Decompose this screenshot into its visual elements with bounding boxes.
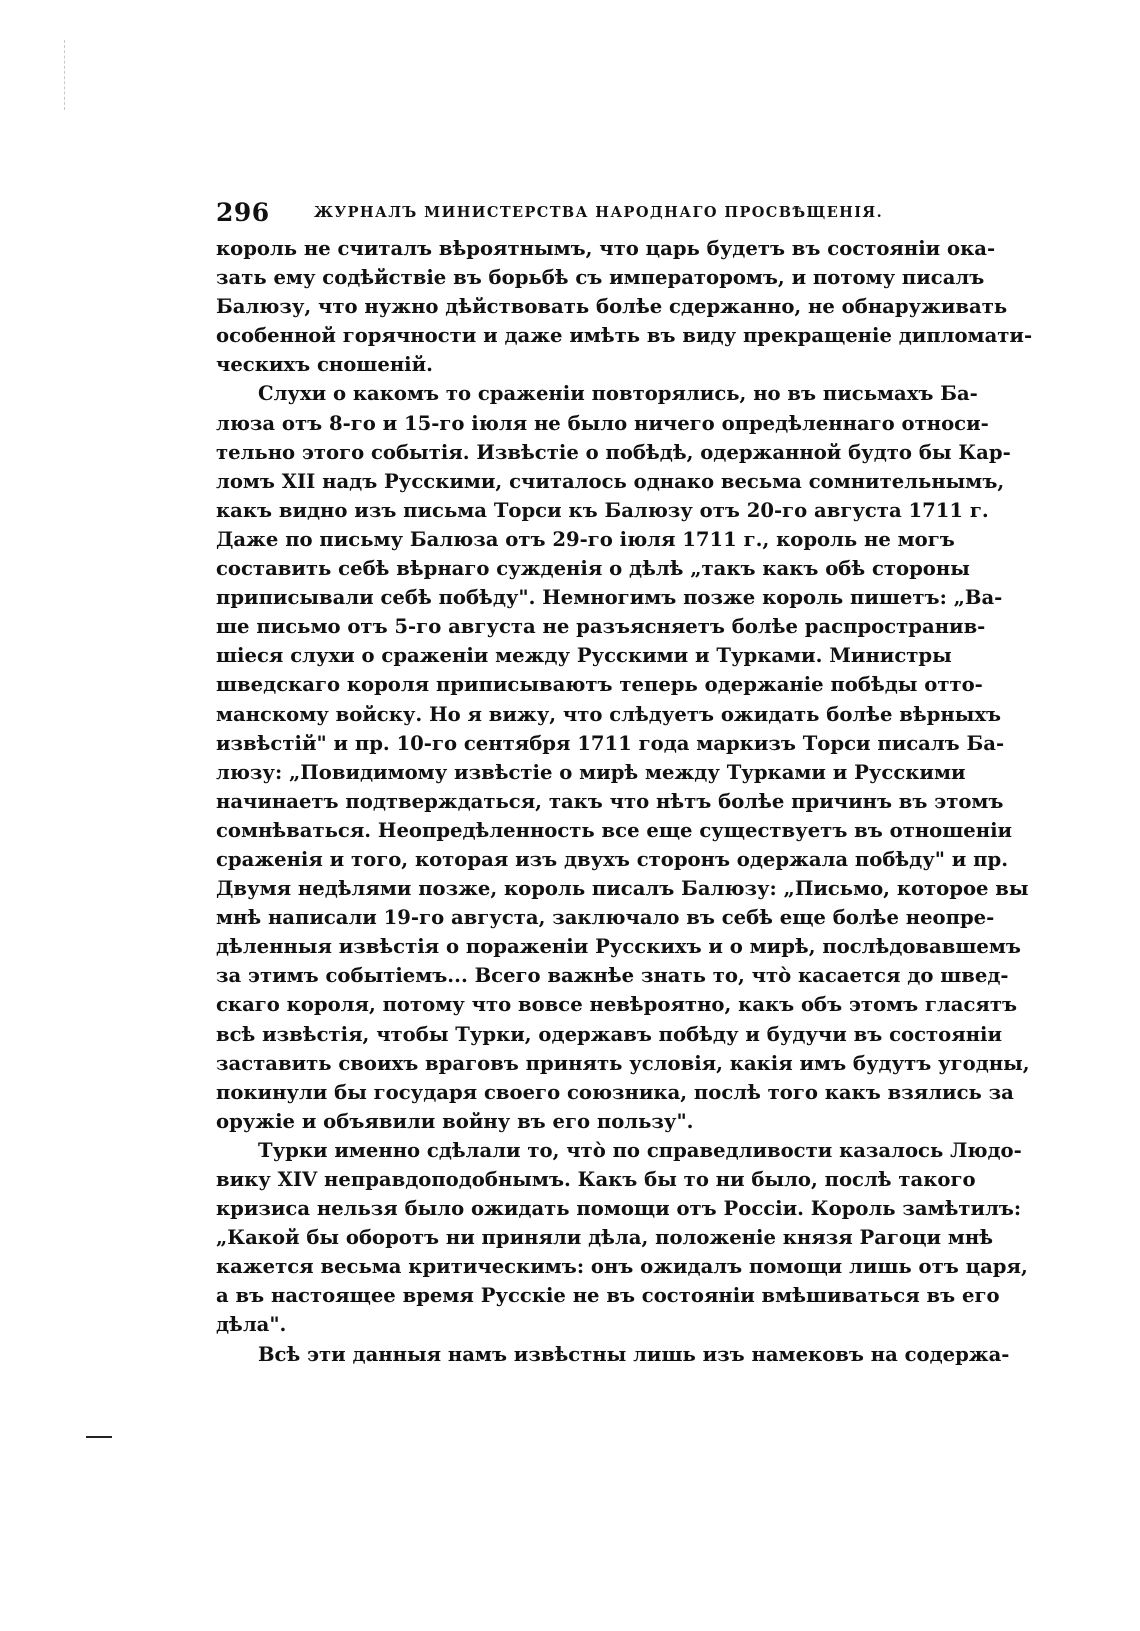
page-number: 296 — [216, 198, 270, 227]
text-line: Слухи о какомъ то сраженіи повторялись, но въ письмахъ Ба- — [258, 382, 978, 406]
text-line: ше письмо отъ 5-го августа не разъясняетъ болѣе распространив- — [216, 615, 986, 639]
text-line: какъ видно изъ письма Торси къ Балюзу отъ 20-го августа 1711 г. — [216, 498, 989, 522]
text-line: скаго короля, потому что вовсе невѣроятно, какъ объ этомъ гласятъ — [216, 993, 1018, 1017]
text-line: сраженія и того, которая изъ двухъ сторонъ одержала побѣду" и пр. — [216, 847, 1009, 871]
text-line: дѣленныя извѣстія о пораженіи Русскихъ и о мирѣ, послѣдовавшемъ — [216, 935, 1021, 959]
text-line: а въ настоящее время Русскіе не въ состояніи вмѣшиваться въ его — [216, 1284, 1000, 1308]
text-line: Всѣ эти данныя намъ извѣстны лишь изъ намековъ на содержа- — [258, 1342, 1010, 1366]
text-line: Даже по письму Балюза отъ 29-го іюля 1711 г., король не могъ — [216, 527, 955, 551]
text-line: мнѣ написали 19-го августа, заключало въ себѣ еще болѣе неопре- — [216, 906, 995, 930]
text-line: тельно этого событія. Извѣстіе о побѣдѣ, одержанной будто бы Кар- — [216, 440, 1011, 464]
running-title: ЖУРНАЛЪ МИНИСТЕРСТВА НАРОДНАГО ПРОСВѢЩЕНІЯ. — [314, 204, 884, 221]
text-line: всѣ извѣстія, чтобы Турки, одержавъ побѣду и будучи въ состояніи — [216, 1022, 1003, 1046]
text-line: начинаетъ подтверждаться, такъ что нѣтъ болѣе причинъ въ этомъ — [216, 789, 1004, 813]
text-line: особенной горячности и даже имѣть въ виду прекращеніе дипломати- — [216, 324, 1033, 348]
text-line: кризиса нельзя было ожидать помощи отъ Россіи. Король замѣтилъ: — [216, 1197, 1022, 1221]
text-line: ломъ XII надъ Русскими, считалось однако весьма сомнительнымъ, — [216, 469, 1005, 493]
book-page — [216, 198, 1033, 1369]
text-line: Двумя недѣлями позже, король писалъ Балюзу: „Письмо, которое вы — [216, 877, 1029, 901]
text-line: „Какой бы оборотъ ни приняли дѣла, положеніе князя Рагоци мнѣ — [216, 1226, 993, 1250]
text-line: за этимъ событіемъ... Всего важнѣе знать то, что̀ касается до швед- — [216, 964, 1009, 988]
margin-mark — [86, 1436, 112, 1438]
text-line: покинули бы государя своего союзника, послѣ того какъ взялись за — [216, 1080, 1014, 1104]
text-line: люзу: „Повидимому извѣстіе о мирѣ между Турками и Русскими — [216, 760, 966, 784]
text-line: приписывали себѣ побѣду". Немногимъ позже король пишетъ: „Ва- — [216, 586, 1003, 610]
text-line: кажется весьма критическимъ: онъ ожидалъ помощи лишь отъ царя, — [216, 1255, 1028, 1279]
text-line: Турки именно сдѣлали то, что̀ по справедливости казалось Людо- — [258, 1138, 1022, 1162]
text-line: шведскаго короля приписываютъ теперь одержаніе побѣды отто- — [216, 673, 983, 697]
page-header — [216, 198, 884, 234]
scan-edge-marks — [64, 40, 67, 110]
text-line: дѣла". — [216, 1313, 287, 1337]
text-line: манскому войску. Но я вижу, что слѣдуетъ ожидать болѣе вѣрныхъ — [216, 702, 1002, 726]
text-line: ческихъ сношеній. — [216, 353, 433, 377]
text-line: шіеся слухи о сраженіи между Русскими и Турками. Министры — [216, 644, 952, 668]
text-line: сомнѣваться. Неопредѣленность все еще существуетъ въ отношеніи — [216, 818, 1013, 842]
text-line: заставить своихъ враговъ принять условія, какія имъ будутъ угодны, — [216, 1051, 1030, 1075]
body-text — [216, 234, 1033, 1369]
text-line: Балюзу, что нужно дѣйствовать болѣе сдержанно, не обнаруживать — [216, 295, 1008, 319]
text-line: оружіе и объявили войну въ его пользу". — [216, 1109, 694, 1133]
text-line: составить себѣ вѣрнаго сужденія о дѣлѣ „такъ какъ обѣ стороны — [216, 557, 970, 581]
text-line: король не считалъ вѣроятнымъ, что царь будетъ въ состояніи ока- — [216, 237, 996, 260]
text-line: зать ему содѣйствіе въ борьбѣ съ императоромъ, и потому писалъ — [216, 266, 985, 290]
text-line: извѣстій" и пр. 10-го сентября 1711 года маркизъ Торси писалъ Ба- — [216, 731, 1005, 755]
text-line: вику XIV неправдоподобнымъ. Какъ бы то ни было, послѣ такого — [216, 1168, 976, 1191]
text-line: люза отъ 8-го и 15-го іюля не было ничего опредѣленнаго относи- — [216, 411, 989, 435]
